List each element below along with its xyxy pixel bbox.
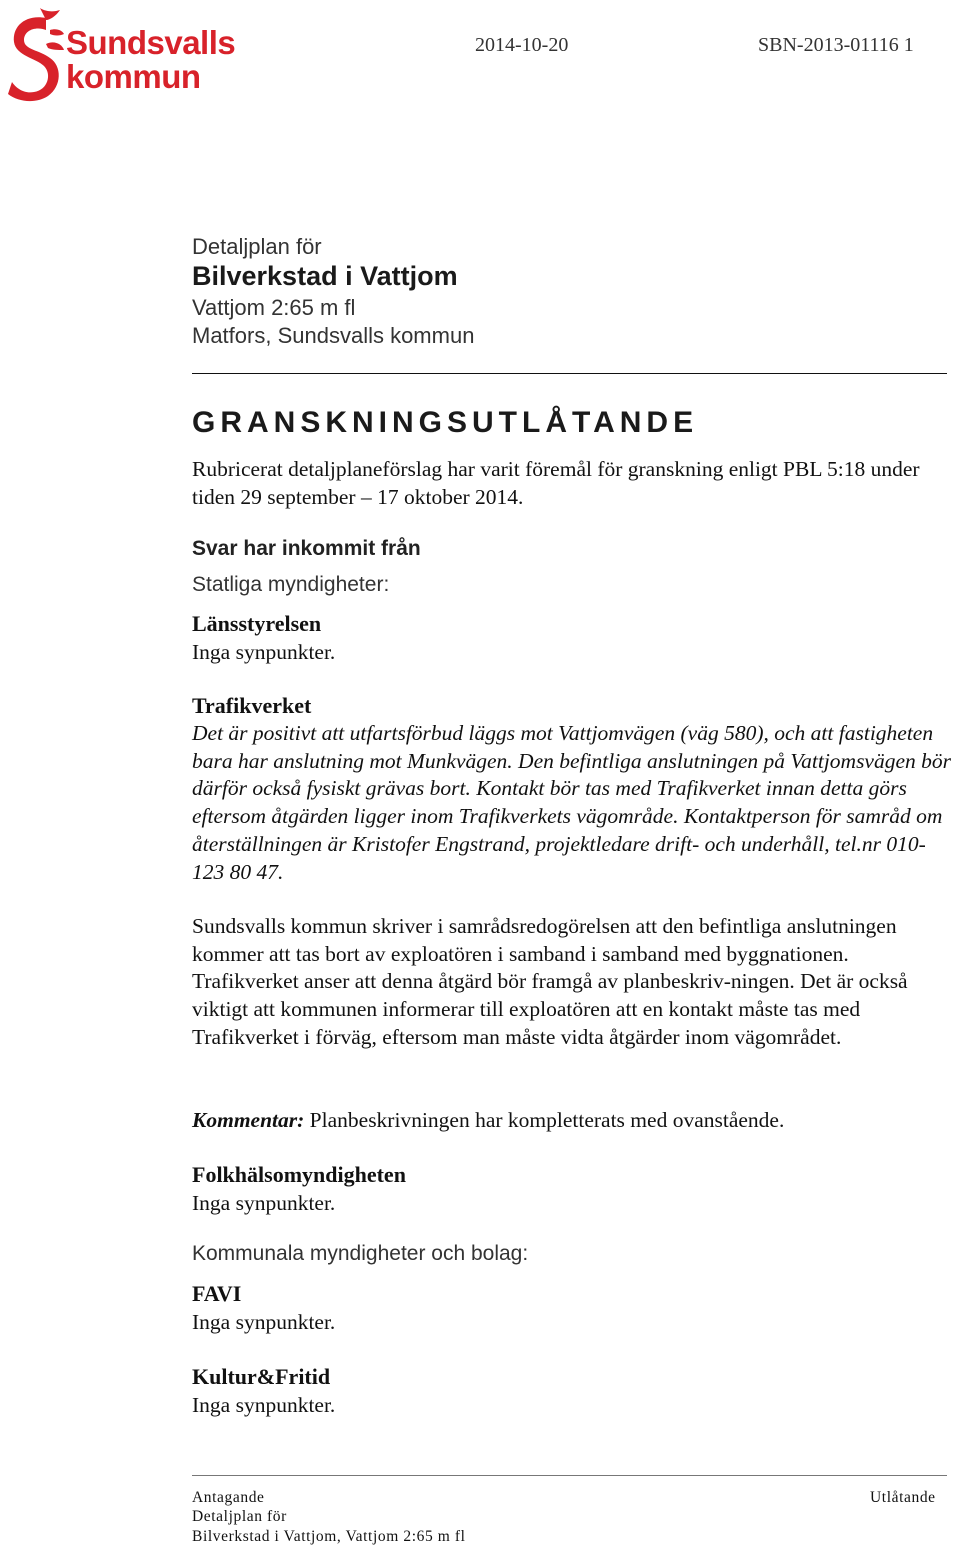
document-heading: GRANSKNINGSUTLÅTANDE [192,406,699,439]
plan-title: Bilverkstad i Vattjom [192,261,458,291]
footer-plan-name: Bilverkstad i Vattjom, Vattjom 2:65 m fl [192,1528,466,1545]
org-comment-favi: Inga synpunkter. [192,1310,336,1334]
replies-heading: Svar har inkommit från [192,537,421,560]
plan-prefix: Detaljplan för [192,234,322,259]
group-heading-state: Statliga myndigheter: [192,573,390,596]
logo-wordmark-line1: Sundsvalls [66,24,236,61]
org-name-lansstyrelsen: Länsstyrelsen [192,611,322,636]
org-name-kultur-fritid: Kultur&Fritid [192,1364,331,1389]
kommentar-label: Kommentar: [192,1108,305,1132]
municipality-response-paragraph: Sundsvalls kommun skriver i samrådsredogörelsen att den befintliga anslutningen kommer att tas bort av exploatören i samband i samband med byggnationen. Trafikverket anser att denna åtgärd bör framgå av planbeskriv-ningen. Det är också viktigt att kommunen informerar till exploatören att en kontakt måste tas med Trafikverket i förväg, eftersom man måste vidta åtgärder inom vägområdet. [192,914,908,1049]
org-comment-lansstyrelsen: Inga synpunkter. [192,640,336,664]
footer-plan-prefix: Detaljplan för [192,1508,287,1525]
org-name-trafikverket: Trafikverket [192,693,312,718]
org-comment-kultur-fritid: Inga synpunkter. [192,1393,336,1417]
org-comment-trafikverket: Det är positivt att utfartsförbud läggs mot Vattjomvägen (väg 580), och att fastigheten bara har anslutning mot Munkvägen. Den befintliga anslutningen på Vattjomsvägen bör därför också fysiskt grävas bort. Kontakt bör tas med Trafikverket innan detta görs eftersom åtgärden ligger inom Trafikverkets vägområde. Kontaktperson för samråd om återställningen är Kristofer Engstrand, projektledare drift- och underhåll, tel.nr 010-123 80 47. [192,721,952,884]
kommentar-line [192,1106,784,1134]
title-divider [192,373,947,374]
document-date: 2014-10-20 [475,34,569,56]
org-name-favi: FAVI [192,1281,242,1306]
footer-divider [192,1475,947,1476]
group-heading-municipal: Kommunala myndigheter och bolag: [192,1242,529,1265]
document-reference: SBN-2013-01116 1 [758,34,914,56]
logo-wordmark-line2: kommun [66,58,201,95]
org-name-folkhalsomyndigheten: Folkhälsomyndigheten [192,1162,406,1187]
footer-status: Antagande [192,1489,265,1506]
footer-doc-type: Utlåtande [870,1489,936,1506]
dragon-emblem-icon [6,4,68,104]
plan-property: Vattjom 2:65 m fl [192,295,356,320]
org-comment-folkhalsomyndigheten: Inga synpunkter. [192,1191,336,1215]
kommentar-text: Planbeskrivningen har kompletterats med ovanstående. [304,1108,785,1132]
plan-location: Matfors, Sundsvalls kommun [192,323,475,348]
intro-paragraph: Rubricerat detaljplaneförslag har varit föremål för granskning enligt PBL 5:18 under tiden 29 september – 17 oktober 2014. [192,457,920,509]
